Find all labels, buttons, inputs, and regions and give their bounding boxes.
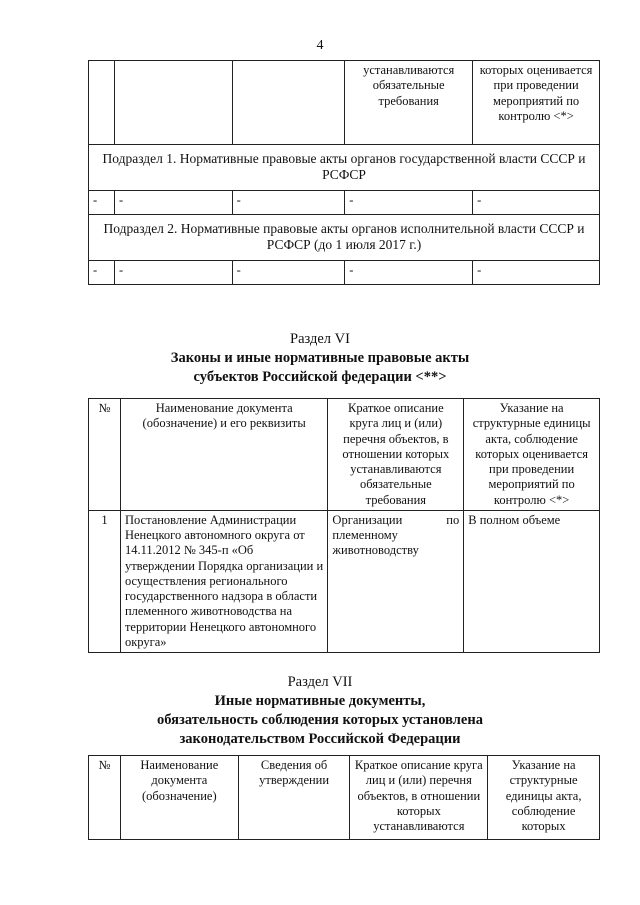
- header-row: [89, 399, 600, 511]
- section-title: Раздел VI: [290, 331, 350, 347]
- section7-heading: [0, 673, 640, 748]
- header-row: [89, 756, 600, 840]
- table-cell: -: [114, 190, 232, 214]
- table-cell: -: [473, 260, 600, 284]
- page-number: 4: [316, 38, 324, 53]
- header-desc: Краткое описание круга лиц и (или) перечня объектов, в отношении которых устанавливаются: [350, 756, 488, 840]
- section7-table: [88, 755, 600, 840]
- table-row: [89, 260, 600, 284]
- table-cell: -: [345, 260, 473, 284]
- section-subtitle: законодательством Российской Федерации: [179, 730, 461, 747]
- section-subtitle: Законы и иные нормативные правовые акты: [170, 349, 470, 366]
- table-row: [89, 190, 600, 214]
- row-ref: В полном объеме: [464, 510, 600, 652]
- table-cell: устанавливаются обязательные требования: [345, 61, 473, 145]
- table-cell: которых оценивается при проведении мероприятий по контролю <*>: [473, 61, 600, 145]
- row-desc: Организации по племенному животноводству: [328, 510, 464, 652]
- table-cell: -: [232, 190, 345, 214]
- header-desc: Краткое описание круга лиц и (или) перечня объектов, в отношении которых устанавливаются обязательные требования: [328, 399, 464, 511]
- header-ref: Указание на структурные единицы акта, соблюдение которых: [488, 756, 600, 840]
- table-cell: [89, 61, 115, 145]
- row-name: Постановление Администрации Ненецкого автономного округа от 14.11.2012 № 345-п «Об утверждении Порядка организации и осуществления регионального государственного надзора в области племенного животноводства на территории Ненецкого автономного округа»: [120, 510, 327, 652]
- table-cell: -: [114, 260, 232, 284]
- section6-table: [88, 398, 600, 653]
- section-subtitle: обязательность соблюдения которых установлена: [157, 711, 483, 728]
- subsection-title: Подраздел 2. Нормативные правовые акты органов исполнительной власти СССР и РСФСР (до 1 июля 2017 г.): [89, 214, 600, 260]
- header-num: №: [89, 399, 121, 511]
- subsection-title: Подраздел 1. Нормативные правовые акты органов государственной власти СССР и РСФСР: [89, 145, 600, 191]
- table-cell: -: [89, 190, 115, 214]
- continuation-table: [88, 60, 600, 285]
- header-num: №: [89, 756, 121, 840]
- section-subtitle: субъектов Российской федерации <**>: [193, 368, 447, 385]
- header-name: Наименование документа (обозначение) и его реквизиты: [120, 399, 327, 511]
- section-subtitle: Иные нормативные документы,: [214, 692, 426, 709]
- table-cell: [114, 61, 232, 145]
- table-row: [89, 510, 600, 652]
- row-num: 1: [89, 510, 121, 652]
- table-row: [89, 61, 600, 145]
- table-cell: -: [89, 260, 115, 284]
- header-approval: Сведения об утверждении: [238, 756, 350, 840]
- table-cell: -: [473, 190, 600, 214]
- table-cell: -: [232, 260, 345, 284]
- table-cell: -: [345, 190, 473, 214]
- section6-heading: [0, 330, 640, 387]
- section-title: Раздел VII: [287, 674, 353, 690]
- table-cell: [232, 61, 345, 145]
- header-name: Наименование документа (обозначение): [120, 756, 238, 840]
- subsection-row: [89, 214, 600, 260]
- subsection-row: [89, 145, 600, 191]
- header-ref: Указание на структурные единицы акта, соблюдение которых оценивается при проведении мероприятий по контролю <*>: [464, 399, 600, 511]
